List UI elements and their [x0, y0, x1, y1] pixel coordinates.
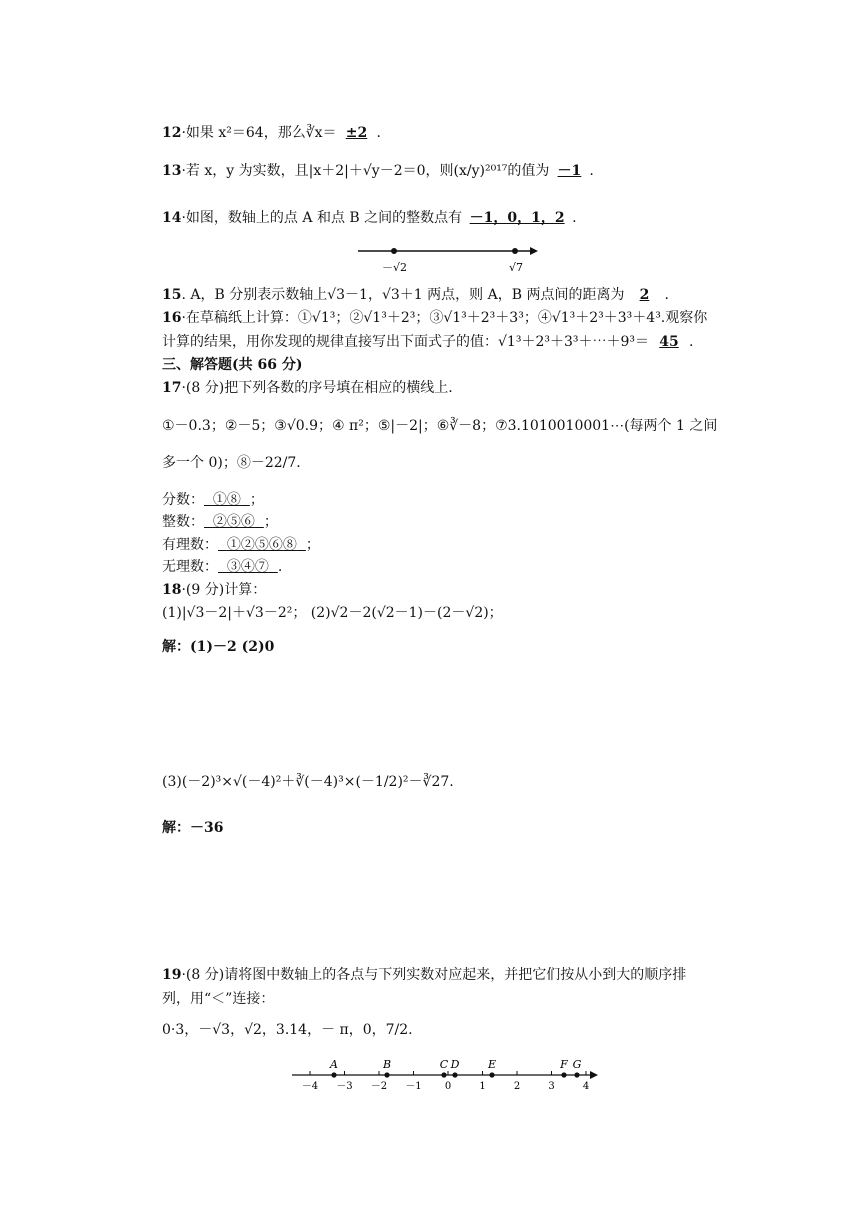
question-19-line2: 列，用“＜”连接： — [162, 991, 275, 1007]
question-text: ·如图，数轴上的点 A 和点 B 之间的整数点有 — [181, 210, 463, 226]
axis-tick-label: －1 — [405, 1081, 422, 1092]
question-18-expr-1-2: (1)|√3－2|＋√3－2²； (2)√2－2(√2－1)－(2－√2)； — [162, 605, 503, 621]
question-12: 12·如果 x²＝64，那么∛x＝ ±2 . — [162, 125, 381, 141]
axis-tick-label: 1 — [479, 1081, 486, 1092]
axis-point-label: F — [560, 1058, 568, 1071]
question-number: 13 — [162, 163, 182, 179]
answer: 2 — [639, 287, 650, 303]
question-text: ·(9 分)计算： — [181, 582, 267, 598]
question-19-line3: 0·3，－√3，√2，3.14，－ π，0，7/2. — [162, 1022, 413, 1038]
axis-arrow — [590, 1071, 598, 1079]
axis-tick-label: －2 — [370, 1081, 388, 1092]
row-answer-text: ③④⑦ — [226, 559, 269, 575]
row-label: 分数： — [162, 492, 204, 508]
question-18-solution-1-2: 解：(1)－2 (2)0 — [162, 639, 275, 655]
question-text: . A，B 分别表示数轴上√3－1，√3＋1 两点，则 A，B 两点间的距离为 — [181, 287, 625, 303]
axis-point-label: A — [330, 1058, 338, 1071]
question-18 — [162, 580, 266, 600]
answer-row-irrational: 无理数： ③④⑦ . — [162, 559, 283, 575]
axis-label-a: －√2 — [382, 261, 408, 274]
axis-label-b: √7 — [509, 261, 524, 274]
question-number: 16 — [162, 310, 182, 326]
row-answer-text: ①②⑤⑥⑧ — [226, 537, 297, 553]
axis-tick-label: 2 — [513, 1081, 521, 1092]
axis-point — [574, 1072, 579, 1077]
question-text: ·(8 分)把下列各数的序号填在相应的横线上. — [181, 380, 453, 396]
question-17 — [162, 378, 453, 398]
axis-point-label: C — [439, 1058, 449, 1071]
question-14: 14·如图，数轴上的点 A 和点 B 之间的整数点有 －1，0，1，2 . — [162, 210, 577, 226]
question-text: ·在草稿纸上计算：①√1³；②√1³＋2³；③√1³＋2³＋3³；④√1³＋2³＋3³＋4³.观察你 — [181, 310, 708, 326]
question-16-line2: 计算的结果，用你发现的规律直接写出下面式子的值：√1³＋2³＋3³＋⋯＋9³＝ 45 . — [162, 334, 694, 350]
answer-row-integers: 整数： ②⑤⑥ ； — [162, 514, 278, 530]
question-text: ·(8 分)请将图中数轴上的各点与下列实数对应起来，并把它们按从小到大的顺序排 — [181, 967, 687, 983]
row-answer — [218, 559, 278, 575]
row-label: 整数： — [162, 514, 204, 530]
question-19-line1 — [162, 965, 686, 985]
axis-point — [441, 1072, 446, 1077]
row-label: 无理数： — [162, 559, 218, 575]
number-line-q14 — [352, 238, 542, 278]
question-number: 19 — [162, 967, 182, 983]
answer: －1，0，1，2 — [469, 210, 565, 226]
question-15: 15. A，B 分别表示数轴上√3－1，√3＋1 两点，则 A，B 两点间的距离为 2 . — [162, 287, 669, 303]
row-answer — [204, 492, 250, 508]
answer-row-fractions: 分数： ①⑧ ； — [162, 492, 264, 508]
axis-point — [561, 1072, 566, 1077]
axis-tick-label: 3 — [548, 1081, 555, 1092]
axis-arrow — [530, 247, 538, 255]
row-answer-text: ②⑤⑥ — [212, 514, 255, 530]
answer: －1 — [557, 163, 582, 179]
axis-tick-label: 0 — [444, 1081, 452, 1092]
row-answer — [204, 514, 264, 530]
question-17-items-2: 多一个 0)；⑧－22/7. — [162, 455, 301, 471]
axis-point-label: G — [572, 1058, 582, 1071]
question-18-expr-3: (3)(－2)³×√(－4)²＋∛(－4)³×(－1/2)²－∛27. — [162, 774, 454, 790]
question-16-line1 — [162, 308, 707, 328]
question-text: ·若 x，y 为实数，且|x＋2|＋√y－2＝0，则(x/y)²⁰¹⁷的值为 — [181, 163, 550, 179]
point-b — [512, 248, 518, 254]
number-line-q19 — [288, 1052, 608, 1094]
row-label: 有理数： — [162, 537, 218, 553]
question-number: 18 — [162, 582, 182, 598]
axis-point-label: B — [382, 1058, 392, 1071]
axis-tick-label: 4 — [582, 1081, 590, 1092]
answer: ±2 — [345, 125, 368, 141]
question-13: 13·若 x，y 为实数，且|x＋2|＋√y－2＝0，则(x/y)²⁰¹⁷的值为 －1 . — [162, 163, 594, 179]
point-a — [391, 248, 397, 254]
axis-point-label: E — [487, 1058, 497, 1071]
row-answer — [218, 537, 306, 553]
question-number: 14 — [162, 210, 182, 226]
question-text: ·如果 x²＝64，那么∛x＝ — [181, 125, 337, 141]
axis-tick-label: －3 — [336, 1081, 353, 1092]
answer: 45 — [659, 334, 679, 350]
question-number: 15 — [162, 287, 182, 303]
axis-point — [384, 1072, 389, 1077]
question-17-items-1: ①－0.3；②－5；③√0.9；④ π²；⑤|－2|；⑥∛－8；⑦3.1010010001⋯(每两个 1 之间 — [162, 418, 718, 434]
question-number: 17 — [162, 380, 182, 396]
axis-tick-label: －4 — [301, 1081, 319, 1092]
question-text: 计算的结果，用你发现的规律直接写出下面式子的值：√1³＋2³＋3³＋⋯＋9³＝ — [162, 334, 649, 350]
axis-point — [331, 1072, 336, 1077]
section-heading: 三、解答题(共 66 分) — [162, 357, 303, 373]
axis-point — [452, 1072, 457, 1077]
question-number: 12 — [162, 125, 182, 141]
answer-row-rational: 有理数： ①②⑤⑥⑧ ； — [162, 537, 320, 553]
axis-point — [489, 1072, 494, 1077]
axis-point-label: D — [450, 1058, 460, 1071]
row-answer-text: ①⑧ — [212, 492, 241, 508]
question-18-solution-3: 解：－36 — [162, 820, 224, 836]
